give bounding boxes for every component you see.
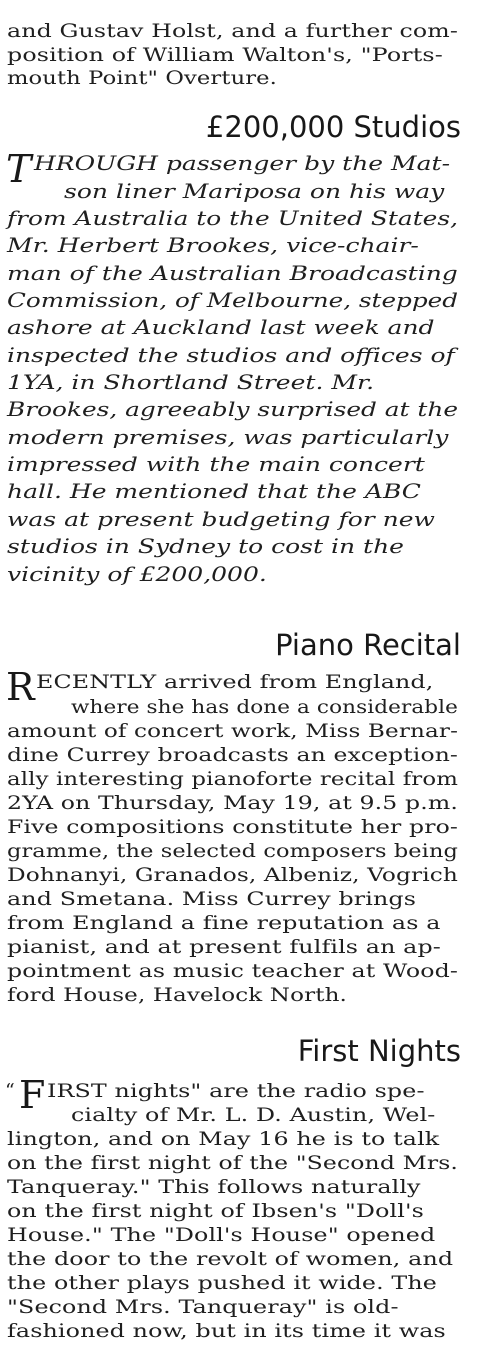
article-line: Commission, of Melbourne, stepped — [7, 288, 458, 312]
article-line: son liner Mariposa on his way — [64, 179, 445, 203]
article-line: pianist, and at present fulfils an ap- — [7, 936, 441, 958]
article-line: House." The "Doll's House" opened — [7, 1224, 436, 1246]
article-line: ally interesting pianoforte recital from — [7, 768, 458, 790]
article-line: IRST nights" are the radio spe- — [47, 1080, 425, 1102]
article-line: Dohnanyi, Granados, Albeniz, Vogrich — [7, 864, 458, 886]
article-line: ashore at Auckland last week and — [7, 315, 435, 339]
article-line: Five compositions constitute her pro- — [7, 816, 458, 838]
section-heading-piano-recital: Piano Recital — [275, 628, 461, 662]
article-line: 2YA on Thursday, May 19, at 9.5 p.m. — [7, 792, 459, 814]
article-line: man of the Australian Broadcasting — [7, 261, 458, 285]
drop-cap: T — [6, 147, 32, 191]
article-line: hall. He mentioned that the ABC — [7, 479, 421, 503]
article-line: the door to the revolt of women, and — [7, 1248, 454, 1270]
article-line: where she has done a considerable — [71, 696, 458, 718]
article-line: cialty of Mr. L. D. Austin, Wel- — [71, 1104, 436, 1126]
article-line: ford House, Havelock North. — [7, 984, 347, 1006]
article-line: vicinity of £200,000. — [7, 562, 267, 586]
article-line: gramme, the selected composers being — [7, 840, 458, 862]
article-line: from England a fine reputation as a — [7, 912, 441, 934]
section-heading-studios: £200,000 Studios — [205, 110, 461, 144]
drop-cap: R — [6, 665, 35, 709]
article-line: "Second Mrs. Tanqueray" is old- — [7, 1296, 399, 1318]
article-line: Mr. Herbert Brookes, vice-chair- — [7, 233, 419, 257]
article-line: ECENTLY arrived from England, — [36, 671, 434, 693]
article-line: impressed with the main concert — [7, 452, 425, 476]
opening-quote: “ — [5, 1080, 15, 1102]
article-line: lington, and on May 16 he is to talk — [7, 1128, 440, 1150]
article-line: Brookes, agreeably surprised at the — [7, 397, 458, 421]
article-line: HROUGH passenger by the Mat- — [34, 151, 451, 175]
article-line: on the first night of the "Second Mrs. — [7, 1152, 458, 1174]
section-heading-first-nights: First Nights — [297, 1034, 461, 1068]
drop-cap: F — [19, 1073, 46, 1117]
article-line: inspected the studios and offices of — [7, 343, 455, 367]
article-line: pointment as music teacher at Wood- — [7, 960, 459, 982]
article-line: amount of concert work, Miss Bernar- — [7, 720, 459, 742]
article-line: studios in Sydney to cost in the — [7, 534, 404, 558]
article-line: 1YA, in Shortland Street. Mr. — [7, 370, 375, 394]
continuation-line: mouth Point" Overture. — [7, 67, 277, 89]
article-line: was at present budgeting for new — [7, 507, 435, 531]
article-line: from Australia to the United States, — [7, 206, 459, 230]
article-line: fashioned now, but in its time it was — [7, 1320, 446, 1342]
article-line: dine Currey broadcasts an exception- — [7, 744, 458, 766]
article-line: on the first night of Ibsen's "Doll's — [7, 1200, 424, 1222]
article-line: modern premises, was particularly — [7, 425, 449, 449]
continuation-line: position of William Walton's, "Ports- — [7, 44, 443, 66]
article-line: the other plays pushed it wide. The — [7, 1272, 437, 1294]
continuation-line: and Gustav Holst, and a further com- — [7, 20, 459, 42]
article-line: Tanqueray." This follows naturally — [7, 1176, 421, 1198]
article-line: and Smetana. Miss Currey brings — [7, 888, 417, 910]
